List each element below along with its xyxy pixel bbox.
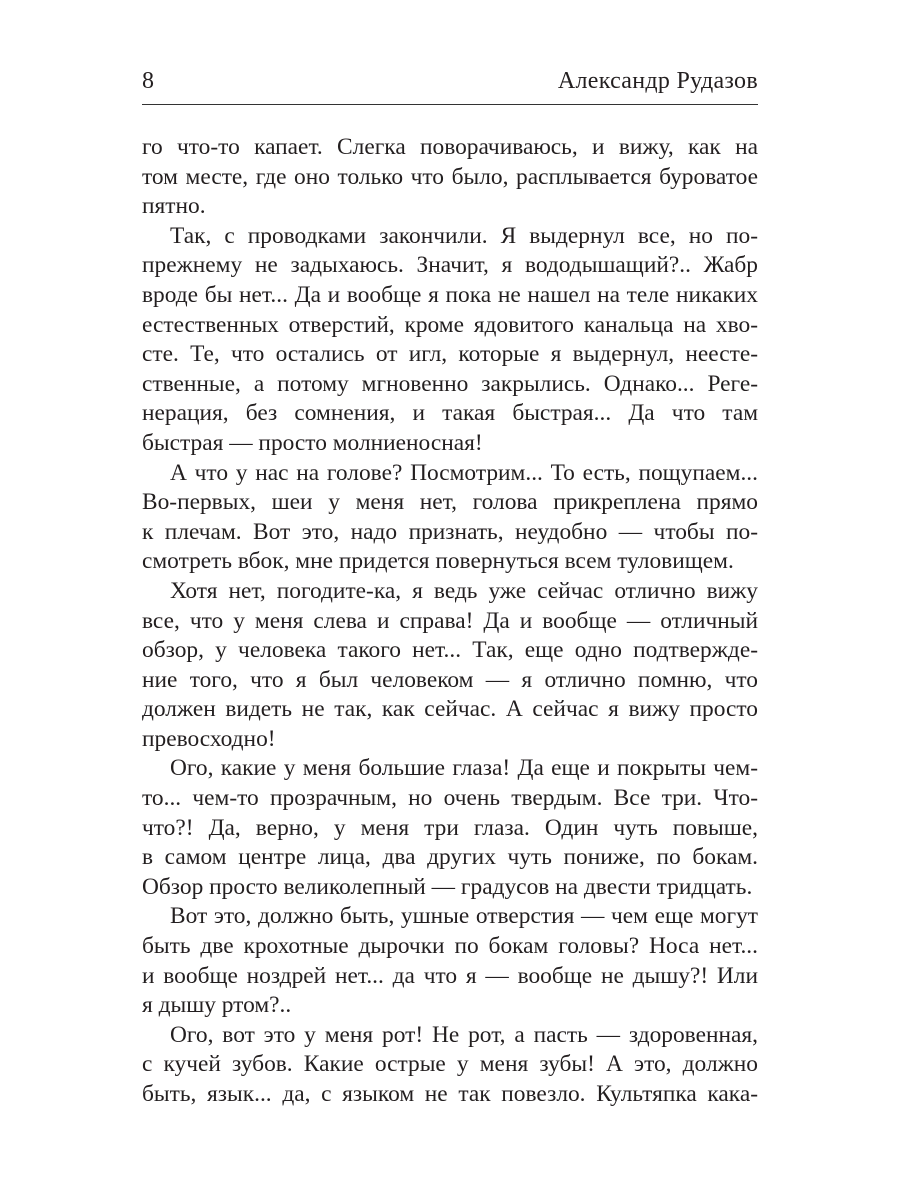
text-line: Ого, вот это у меня рот! Не рот, а пасть — здоровенная, (170, 1021, 758, 1048)
paragraph (142, 459, 758, 577)
text-line: быть две крохотные дырочки по бокам головы? Носа нет... (142, 933, 758, 960)
text-line: ственные, а потому мгновенно закрылись. Однако... Реге- (142, 370, 758, 397)
paragraph (142, 577, 758, 755)
page-number: 8 (142, 68, 154, 94)
text-line: в самом центре лица, два других чуть пониже, по бокам. (142, 844, 758, 871)
text-line: Вот это, должно быть, ушные отверстия — чем еще могут (170, 903, 758, 930)
text-line: я дышу ртом?.. (142, 992, 292, 1019)
text-line: прежнему не задыхаюсь. Значит, я вододышащий?.. Жабр (142, 252, 758, 279)
text-line: Хотя нет, погодите-ка, я ведь уже сейчас отлично вижу (170, 577, 758, 604)
header-rule (142, 104, 758, 105)
text-line: го что-то капает. Слегка поворачиваюсь, и вижу, как на (142, 134, 758, 160)
paragraph (142, 1021, 758, 1110)
text-line: и вообще ноздрей нет... да что я — вообще не дышу?! Или (142, 962, 758, 989)
text-line: том месте, где оно только что было, расплывается буроватое (142, 163, 758, 190)
text-line: обзор, у человека такого нет... Так, еще одно подтвержде- (142, 637, 758, 664)
paragraph (142, 754, 758, 902)
text-line: что?! Да, верно, у меня три глаза. Один чуть повыше, (142, 814, 758, 841)
running-header (142, 68, 758, 102)
paragraph (142, 222, 758, 459)
text-line: с кучей зубов. Какие острые у меня зубы! А это, должно (142, 1051, 758, 1078)
text-line: быстрая — просто молниеносная! (142, 429, 483, 456)
text-line: Ого, какие у меня большие глаза! Да еще и покрыты чем- (170, 755, 758, 782)
text-line: должен видеть не так, как сейчас. А сейчас я вижу просто (142, 696, 758, 723)
text-line: все, что у меня слева и справа! Да и вообще — отличный (142, 607, 758, 634)
running-title-author: Александр Рудазов (557, 68, 758, 94)
text-line: превосходно! (142, 725, 276, 752)
text-line: быть, язык... да, с языком не так повезло. Культяпка кака- (142, 1081, 758, 1107)
text-line: то... чем-то прозрачным, но очень твердым. Все три. Что- (142, 785, 758, 812)
text-line: сте. Те, что остались от игл, которые я выдернул, неесте- (142, 341, 758, 368)
text-line: пятно. (142, 193, 206, 220)
body-text (142, 133, 758, 1110)
text-line: А что у нас на голове? Посмотрим... То есть, пощупаем... (170, 459, 758, 486)
text-line: смотреть вбок, мне придется повернуться всем туловищем. (142, 548, 734, 575)
text-line: нерация, без сомнения, и такая быстрая... Да что там (142, 400, 758, 427)
text-line: вроде бы нет... Да и вообще я пока не нашел на теле никаких (142, 281, 758, 308)
text-line: ние того, что я был человеком — я отлично помню, что (142, 666, 758, 693)
text-line: Во-первых, шеи у меня нет, голова прикреплена прямо (142, 489, 758, 516)
paragraph (142, 133, 758, 222)
paragraph (142, 902, 758, 1020)
text-line: Обзор просто великолепный — градусов на двести тридцать. (142, 873, 753, 900)
text-line: к плечам. Вот это, надо признать, неудобно — чтобы по- (142, 518, 758, 545)
text-line: Так, с проводками закончили. Я выдернул все, но по- (170, 222, 758, 249)
text-line: естественных отверстий, кроме ядовитого канальца на хво- (142, 311, 758, 338)
